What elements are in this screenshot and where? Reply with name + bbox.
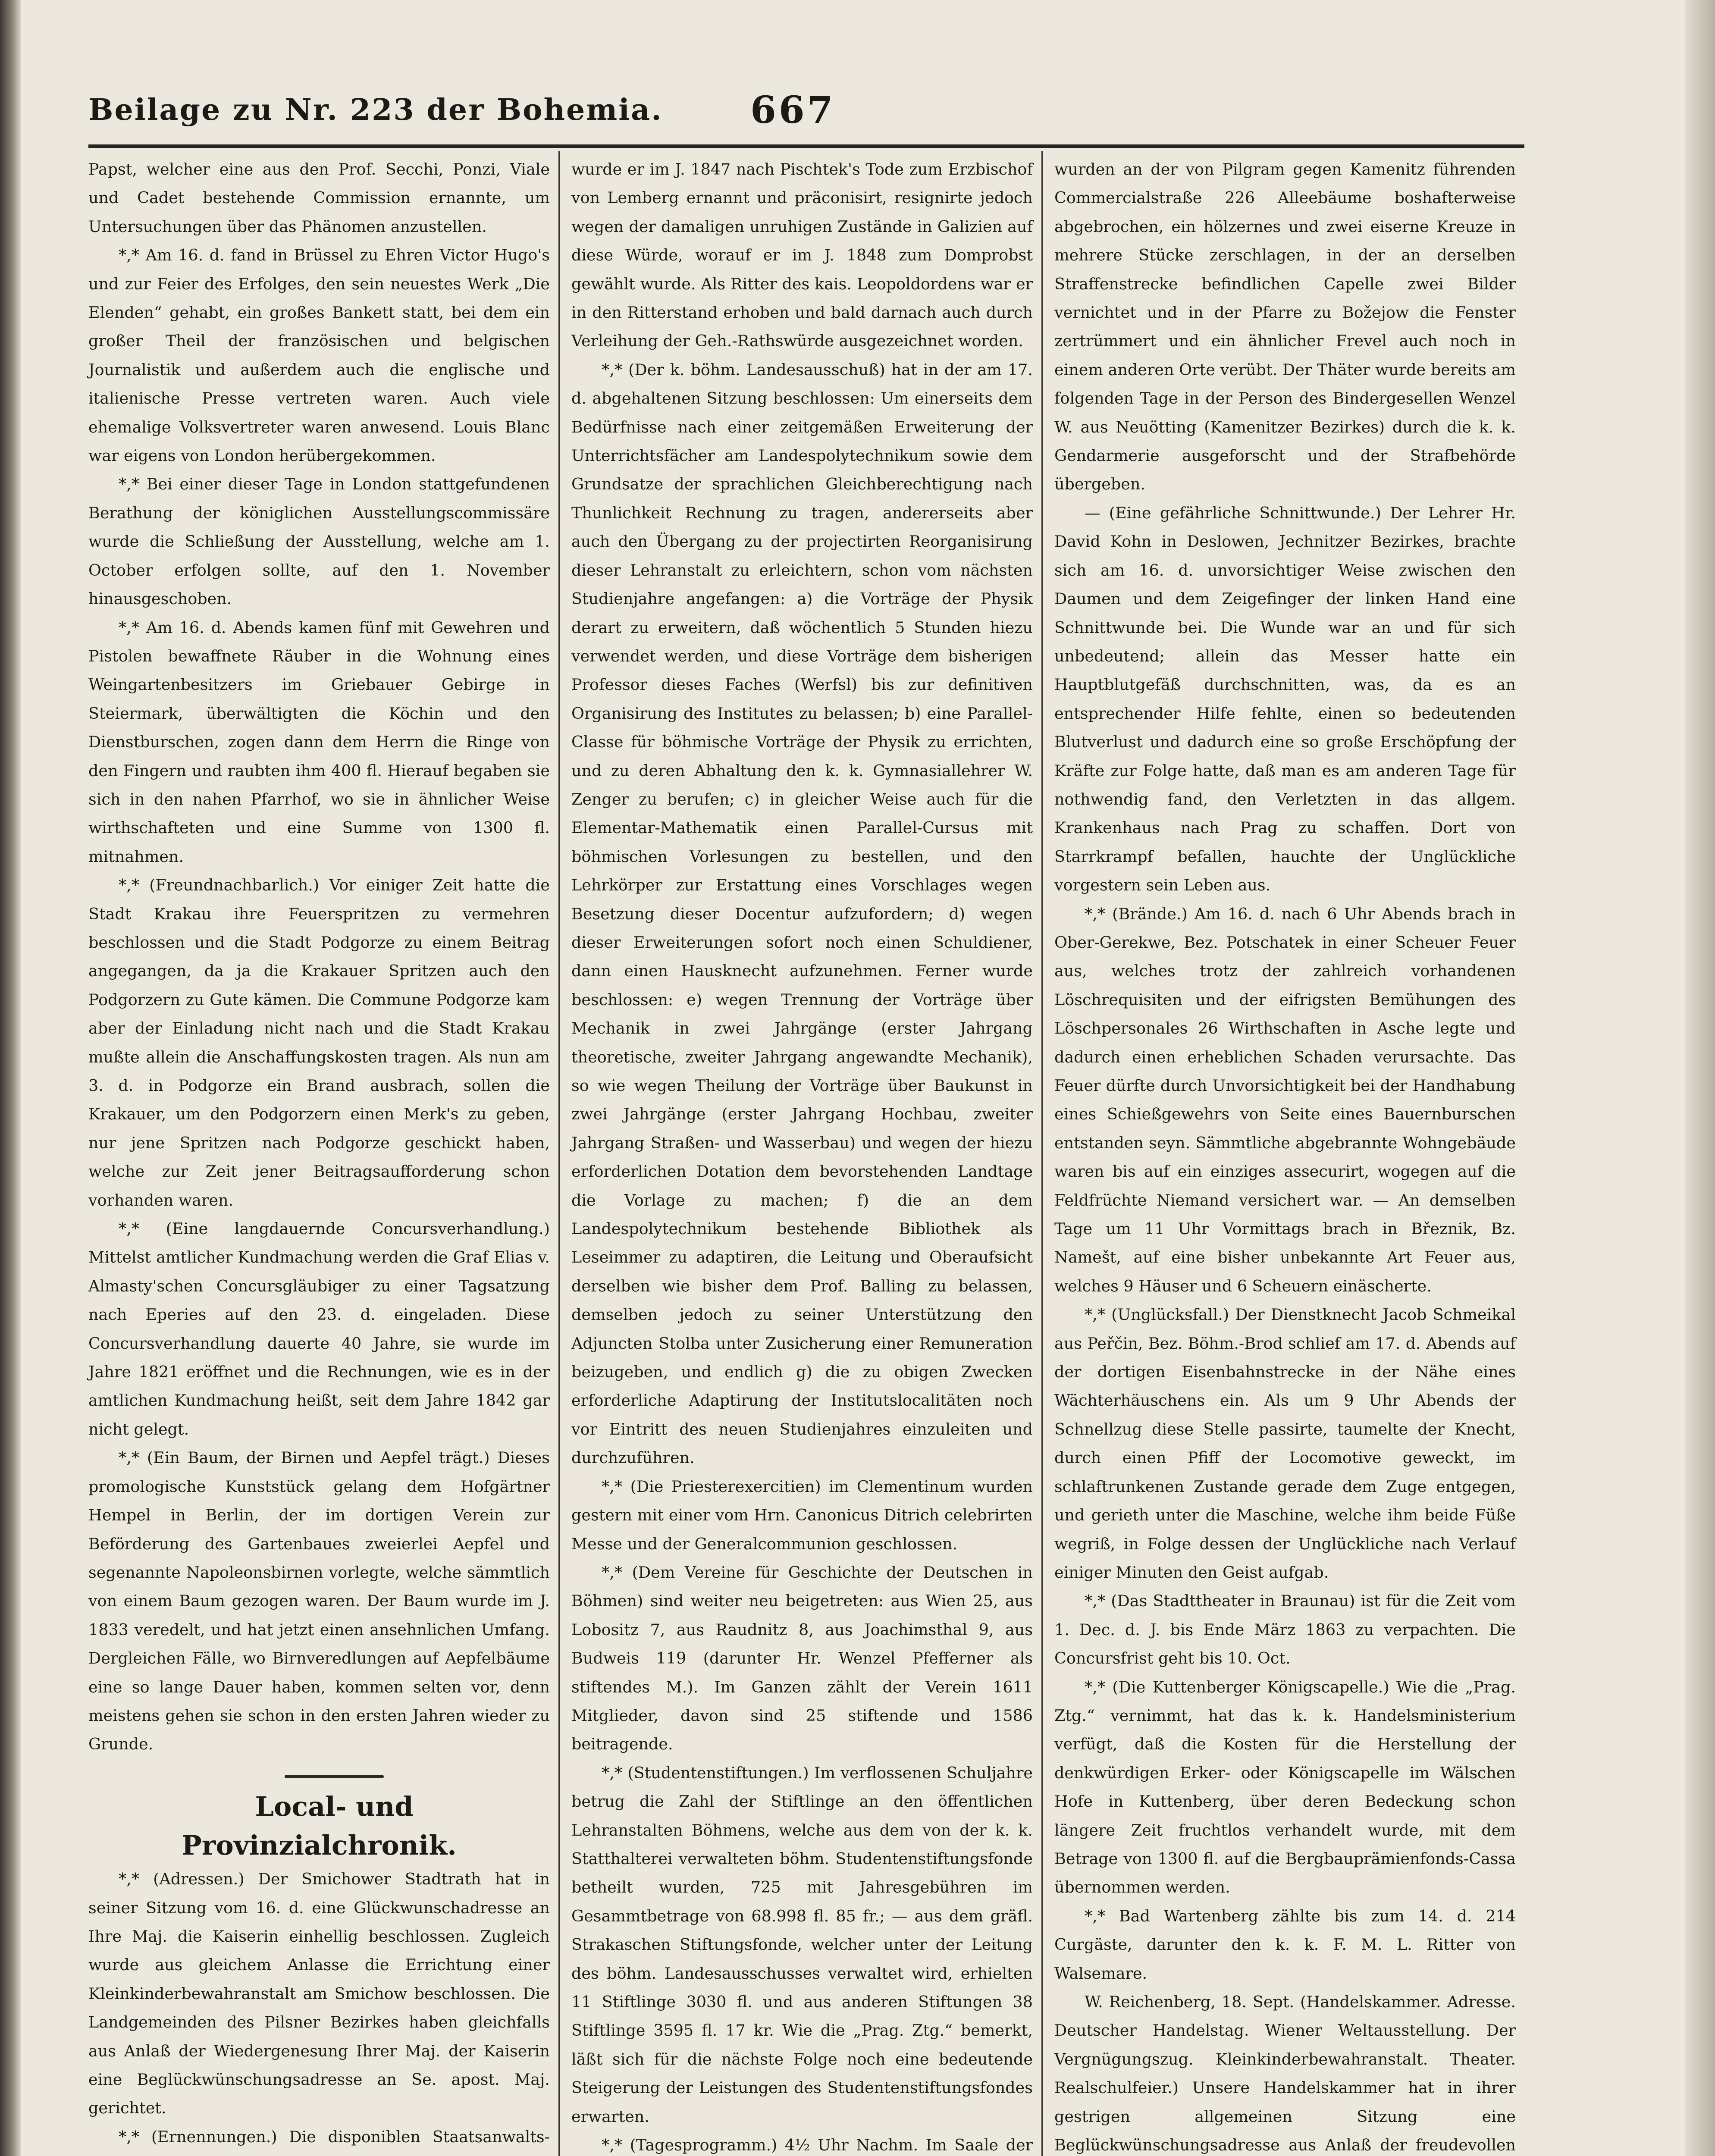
ornament-rule [285,1775,384,1778]
article-paragraph: *,* Bad Wartenberg zählte bis zum 14. d. 214 Curgäste, darunter den k. k. F. M. L. Ritter von Walsemare. [1054,1906,1516,1983]
article-paragraph: *,* (Dem Vereine für Geschichte der Deutschen in Böhmen) sind weiter neu beigetreten: aus Wien 25, aus Lobositz 7, aus Raudnitz 8, aus Joachimsthal 9, aus Budweis 119 (darunter Hr. Wenzel Pfefferner als stiftendes M.). Im Ganzen zählt der Verein 1611 Mitglieder, davon sind 25 stiftende und 1586 beitragende. [571,1563,1033,1754]
page-number: 667 [750,88,836,132]
article-paragraph: *,* (Studentenstiftungen.) Im verflossenen Schuljahre betrug die Zahl der Stiftlinge an den öffentlichen Lehranstalten Böhmens, welche aus dem von der k. k. Statthalterei verwalteten böhm. Studentenstiftungsfonde betheilt wurden, 725 mit Jahresgebühren im Gesammtbetrage von 68.998 fl. 85 fr.; — aus dem gräfl. Strakaschen Stiftungsfonde, welcher unter der Leitung des böhm. Landesausschusses verwaltet wird, erhielten 11 Stiftlinge 3030 fl. und aus anderen Stiftungen 38 Stiftlinge 3595 fl. 17 kr. Wie die „Prag. Ztg.“ bemerkt, läßt sich für die nächste Folge noch eine bedeutende Steigerung der Leistungen des Studentenstiftungsfondes erwarten. [571,1763,1033,2126]
binding-gutter [0,0,21,2156]
column-2 [571,155,1033,2156]
article-paragraph: *,* (Ein Baum, der Birnen und Aepfel trägt.) Dieses promologische Kunststück gelang dem Hofgärtner Hempel in Berlin, der im dortigen Verein zur Beförderung des Gartenbaues zweierlei Aepfel und segenannte Napoleonsbirnen vorlegte, welche sämmtlich von einem Baum gezogen waren. Der Baum wurde im J. 1833 veredelt, und hat jetzt einen ansehnlichen Umfang. Dergleichen Fälle, wo Birnveredlungen auf Aepfelbäume eine so lange Dauer haben, kommen selten vor, denn meistens gehen sie schon in den ersten Jahren wieder zu Grunde. [88,1448,550,1754]
article-paragraph: *,* (Die Kuttenberger Königscapelle.) Wie die „Prag. Ztg.“ vernimmt, hat das k. k. Handelsministerium verfügt, daß die Kosten für die Herstellung der denkwürdigen Erker- oder Königscapelle im Wälschen Hofe in Kuttenberg, über deren Bedeckung schon längere Zeit fruchtlos verhandelt wurde, mit dem Betrage von 1300 fl. auf die Bergbauprämienfonds-Cassa übernommen werden. [1054,1677,1516,1897]
page-header [88,88,1598,144]
article-paragraph: *,* (Die Priesterexercitien) im Clementinum wurden gestern mit einer vom Hrn. Canonicus Ditrich celebrirten Messe und der Generalcommunion geschlossen. [571,1477,1033,1553]
article-paragraph: *,* (Tagesprogramm.) 4½ Uhr Nachm. Im Saale der [602,2136,1033,2155]
column-1 [88,155,550,2156]
header-rule [88,144,1524,148]
article-paragraph: *,* (Das Stadttheater in Braunau) ist für die Zeit vom 1. Dec. d. J. bis Ende März 1863 zu verpachten. Die Concursfrist geht bis 10. Oct. [1054,1592,1516,1668]
article-paragraph: W. Reichenberg, 18. Sept. (Handelskammer. Adresse. Deutscher Handelstag. Wiener Weltausstellung. Der Vergnügungszug. Kleinkinderbewahranstalt. Theater. Realschulfeier.) Unsere Handelskammer hat in ihrer gestrigen allgemeinen Sitzung eine Beglückwünschungsadresse aus Anlaß der freudevollen [1054,1993,1516,2155]
column-divider [1041,151,1043,2156]
article-paragraph: *,* Am 16. d. fand in Brüssel zu Ehren Victor Hugo's und zur Feier des Erfolges, den sein neuestes Werk „Die Elenden“ gehabt, ein großes Bankett statt, bei dem ein großer Theil der französischen und belgischen Journalistik und außerdem auch die englische und italienische Presse vertreten waren. Auch viele ehemalige Volksvertreter waren anwesend. Louis Blanc war eigens von London herübergekommen. [88,246,550,465]
article-paragraph: *,* Bei einer dieser Tage in London stattgefundenen Berathung der königlichen Ausstellungscommissäre wurde die Schließung der Ausstellung, welche am 1. October erfolgen sollte, auf den 1. November hinausgeschoben. [88,475,550,608]
section-ornament [88,1759,550,1787]
article-paragraph: — (Eine gefährliche Schnittwunde.) Der Lehrer Hr. David Kohn in Deslowen, Jechnitzer Bezirkes, brachte sich am 16. d. unvorsichtiger Weise zwischen den Daumen und dem Zeigefinger der linken Hand eine Schnittwunde bei. Die Wunde war an und für sich unbedeutend; allein das Messer hatte ein Hauptblutgefäß durchschnitten, was, da es an entsprechender Hilfe fehlte, einen so bedeutenden Blutverlust und dadurch eine so große Erschöpfung der Kräfte zur Folge hatte, daß man es am anderen Tage für nothwendig fand, den Verletzten in das allgem. Krankenhaus nach Prag zu schaffen. Dort von Starrkrampf befallen, hauchte der Unglückliche vorgestern sein Leben aus. [1054,503,1516,895]
article-paragraph: *,* (Adressen.) Der Smichower Stadtrath hat in seiner Sitzung vom 16. d. eine Glückwunschadresse an Ihre Maj. die Kaiserin einhellig beschlossen. Zugleich wurde aus gleichem Anlasse die Errichtung einer Kleinkinderbewahranstalt am Smichow beschlossen. Die Landgemeinden des Pilsner Bezirkes haben gleichfalls aus Anlaß der Wiedergenesung Ihrer Maj. der Kaiserin eine Beglückwünschungsadresse an Se. apost. Maj. gerichtet. [88,1870,550,2118]
article-paragraph: Papst, welcher eine aus den Prof. Secchi, Ponzi, Viale und Cadet bestehende Commission ernannte, um Untersuchungen über das Phänomen anzustellen. [88,160,550,236]
column-3 [1054,155,1516,2156]
article-paragraph: wurden an der von Pilgram gegen Kamenitz führenden Commercialstraße 226 Alleebäume boshafterweise abgebrochen, ein hölzernes und zwei eiserne Kreuze in mehrere Stücke zerschlagen, in der an derselben Straffenstrecke befindlichen Capelle zwei Bilder vernichtet und in der Pfarre zu Božejow die Fenster zertrümmert und ein ähnlicher Frevel auch noch in einem anderen Orte verübt. Der Thäter wurde bereits am folgenden Tage in der Person des Bindergesellen Wenzel W. aus Neuötting (Kamenitzer Bezirkes) durch die k. k. Gendarmerie ausgeforscht und der Strafbehörde übergeben. [1054,160,1516,494]
article-paragraph: *,* (Freundnachbarlich.) Vor einiger Zeit hatte die Stadt Krakau ihre Feuerspritzen zu vermehren beschlossen und die Stadt Podgorze zu einem Beitrag angegangen, da ja die Krakauer Spritzen auch den Podgorzern zu Gute kämen. Die Commune Podgorze kam aber der Einladung nicht nach und die Stadt Krakau mußte allein die Anschaffungskosten tragen. Als nun am 3. d. in Podgorze ein Brand ausbrach, sollen die Krakauer, um den Podgorzern einen Merk's zu geben, nur jene Spritzen nach Podgorze geschickt haben, welche zur Zeit jener Beitragsaufforderung schon vorhanden waren. [88,876,550,1210]
article-paragraph: *,* (Ernennungen.) Die disponiblen Staatsanwalts- [119,2127,550,2146]
article-paragraph: *,* (Eine langdauernde Concursverhandlung.) Mittelst amtlicher Kundmachung werden die Graf Elias v. Almasty'schen Concursgläubiger zu einer Tagsatzung nach Eperies auf den 23. d. eingeladen. Diese Concursverhandlung dauerte 40 Jahre, sie wurde im Jahre 1821 eröffnet und die Rechnungen, wie es in der amtlichen Kundmachung heißt, seit dem Jahre 1842 gar nicht gelegt. [88,1219,550,1438]
article-paragraph: *,* (Der k. böhm. Landesausschuß) hat in der am 17. d. abgehaltenen Sitzung beschlossen: Um einerseits dem Bedürfnisse nach einer zeitgemäßen Erweiterung der Unterrichtsfächer am Landespolytechnikum sowie dem Grundsatze der sprachlichen Gleichberechtigung nach Thunlichkeit Rechnung zu tragen, andererseits aber auch den Übergang zu der projectirten Reorganisirung dieser Lehranstalt zu erleichtern, schon vom nächsten Studienjahre angefangen: a) die Vorträge der Physik derart zu erweitern, daß wöchentlich 5 Stunden hiezu verwendet werden, und diese Vorträge dem bisherigen Professor dieses Faches (Werfsl) bis zur definitiven Organisirung des Institutes zu belassen; b) eine Parallel-Classe für böhmische Vorträge der Physik zu errichten, und zu deren Abhaltung den k. k. Gymnasiallehrer W. Zenger zu berufen; c) in gleicher Weise auch für die Elementar-Mathematik einen Parallel-Cursus mit böhmischen Vorlesungen zu bestellen, und den Lehrkörper zur Erstattung eines Vorschlages wegen Besetzung dieser Docentur aufzufordern; d) wegen dieser Erweiterungen sofort noch einen Schuldiener, dann einen Hausknecht aufzunehmen. Ferner wurde beschlossen: e) wegen Trennung der Vorträge über Mechanik in zwei Jahrgänge (erster Jahrgang theoretische, zweiter Jahrgang angewandte Mechanik), so wie wegen Theilung der Vorträge über Baukunst in zwei Jahrgänge (erster Jahrgang Hochbau, zweiter Jahrgang Straßen- und Wasserbau) und wegen der hiezu erforderlichen Dotation dem bevorstehenden Landtage die Vorlage zu machen; f) die an dem Landespolytechnikum bestehende Bibliothek als Leseimmer zu adaptiren, die Leitung und Oberaufsicht derselben wie bisher dem Prof. Balling zu belassen, demselben jedoch zu seiner Unterstützung den Adjuncten Stolba unter Zusicherung einer Remuneration beizugeben, und endlich g) die zu obigen Zwecken erforderliche Adaptirung der Institutslocalitäten noch vor Eintritt des neuen Studienjahres einzuleiten und durchzuführen. [571,360,1033,1467]
article-paragraph: *,* (Brände.) Am 16. d. nach 6 Uhr Abends brach in Ober-Gerekwe, Bez. Potschatek in einer Scheuer Feuer aus, welches trotz der zahlreich vorhandenen Löschrequisiten und der eifrigsten Bemühungen des Löschpersonales 26 Wirthschaften in Asche legte und dadurch einen erheblichen Schaden verursachte. Das Feuer dürfte durch Unvorsichtigkeit bei der Handhabung eines Schießgewehrs von Seite eines Bauernburschen entstanden seyn. Sämmtliche abgebrannte Wohngebäude waren bis auf ein einziges assecurirt, wogegen auf die Feldfrüchte Niemand versichert war. — An demselben Tage um 11 Uhr Vormittags brach in Březnik, Bz. Namešt, auf eine bisher unbekannte Art Feuer aus, welches 9 Häuser und 6 Scheuern einäscherte. [1054,904,1516,1295]
article-paragraph: *,* (Unglücksfall.) Der Dienstknecht Jacob Schmeikal aus Peřčin, Bez. Böhm.-Brod schlief am 17. d. Abends auf der dortigen Eisenbahnstrecke in der Nähe eines Wächterhäuschens ein. Als um 9 Uhr Abends der Schnellzug diese Stelle passirte, taumelte der Knecht, durch einen Pfiff der Locomotive geweckt, im schlaftrunkenen Zustande gerade dem Zuge entgegen, und gerieth unter die Maschine, welche ihm beide Füße wegriß, in Folge dessen der Unglückliche nach Verlauf einiger Minuten den Geist aufgab. [1054,1305,1516,1582]
page-edge [1685,0,1715,2156]
article-paragraph: *,* Am 16. d. Abends kamen fünf mit Gewehren und Pistolen bewaffnete Räuber in die Wohnung eines Weingartenbesitzers im Griebauer Gebirge in Steiermark, überwältigten die Köchin und den Dienstburschen, zogen dann dem Herrn die Ringe von den Fingern und raubten ihm 400 fl. Hierauf begaben sie sich in den nahen Pfarrhof, wo sie in ähnlicher Weise wirthschafteten und eine Summe von 1300 fl. mitnahmen. [88,618,550,866]
section-heading: Local- und Provinzialchronik. [182,1791,457,1861]
article-paragraph: wurde er im J. 1847 nach Pischtek's Tode zum Erzbischof von Lemberg ernannt und präconisirt, resignirte jedoch wegen der damaligen unruhigen Zustände in Galizien auf diese Würde, worauf er im J. 1848 zum Domprobst gewählt wurde. Als Ritter des kais. Leopoldordens war er in den Ritterstand erhoben und bald darnach auch durch Verleihung der Geh.-Rathswürde ausgezeichnet worden. [571,160,1033,351]
column-divider [558,151,560,2156]
supplement-title: Beilage zu Nr. 223 der Bohemia. [88,93,663,127]
